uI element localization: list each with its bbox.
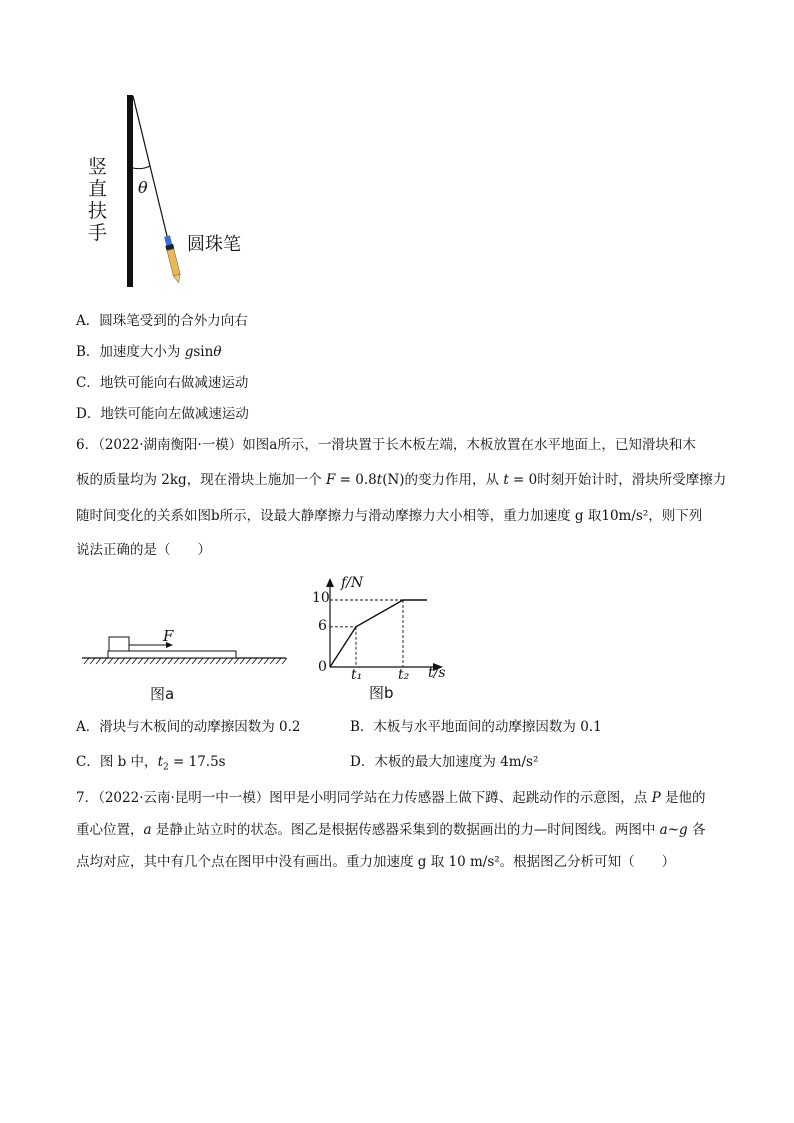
ground-hatch-mark <box>114 658 119 664</box>
q5-option-b-theta: θ <box>213 344 222 360</box>
q6-option-a: A．滑块与木板间的动摩擦因数为 0.2 <box>76 719 301 735</box>
q5-option-b-sin: sin <box>193 344 214 360</box>
ground-hatch-mark <box>240 658 245 664</box>
q5-option-a: A．圆珠笔受到的合外力向右 <box>76 313 248 329</box>
ground-hatch-mark <box>144 658 149 664</box>
slider-block <box>109 637 129 651</box>
q7-stem-line2 <box>76 820 705 840</box>
q5-option-b-g: g <box>184 344 194 360</box>
ground-hatch-mark <box>84 658 89 664</box>
pen <box>163 235 182 284</box>
q6-text: 板的质量均为 2kg，现在滑块上施加一个 <box>76 472 326 488</box>
ground-hatch-mark <box>276 658 281 664</box>
y-tick-10: 10 <box>312 590 330 606</box>
q6-option-c-text: C．图 b 中， <box>76 754 158 770</box>
ground-hatch-mark <box>180 658 185 664</box>
ground-hatch-mark <box>108 658 113 664</box>
ground-hatch-mark <box>198 658 203 664</box>
x-tick-t2: t₂ <box>398 667 410 683</box>
pen-label: 圆珠笔 <box>187 234 241 255</box>
ground-hatch-mark <box>186 658 191 664</box>
q5-option-b-text: B．加速度大小为 <box>76 344 185 360</box>
ground-hatch-mark <box>246 658 251 664</box>
force-label: F <box>163 627 174 645</box>
ground-hatch-mark <box>120 658 125 664</box>
q6-t: t <box>503 472 509 488</box>
ground-hatch-mark <box>126 658 131 664</box>
q7-a: a <box>143 822 152 838</box>
q5-option-b <box>76 342 221 362</box>
ground-hatch-mark <box>234 658 239 664</box>
q7-text: 重心位置， <box>76 822 144 838</box>
q7-stem-line1 <box>76 788 705 808</box>
ground-hatch <box>84 658 287 664</box>
ground-hatch-mark <box>168 658 173 664</box>
q6-option-d: D．木板的最大加速度为 4m/s² <box>350 754 539 770</box>
x-tick-t1: t₁ <box>351 667 363 683</box>
q7-text: 各 <box>687 822 706 838</box>
q6-F: F <box>326 472 336 488</box>
q5-option-c: C．地铁可能向右做减速运动 <box>76 375 249 391</box>
q6-text: (N)的变力作用，从 <box>382 472 504 488</box>
pen-figure <box>80 90 280 290</box>
ground-hatch-mark <box>210 658 215 664</box>
q5-option-d: D．地铁可能向左做减速运动 <box>76 406 249 422</box>
q7-stem-line3: 点均对应，其中有几个点在图甲中没有画出。重力加速度 g 取 10 m/s²。根据图乙分析可知（ ） <box>76 854 676 870</box>
q7-text: 7．（2022·云南·昆明一中一模）图甲是小明同学站在力传感器上做下蹲、起跳动作的示意图，点 <box>76 790 652 806</box>
q6-option-c <box>76 752 226 778</box>
figure-b-caption: 图b <box>369 684 394 702</box>
ground-hatch-mark <box>270 658 275 664</box>
ground-hatch-mark <box>132 658 137 664</box>
ground-hatch-mark <box>252 658 257 664</box>
handrail-label-char: 扶 <box>88 200 108 222</box>
ground-hatch-mark <box>258 658 263 664</box>
q6-stem-line3: 随时间变化的关系如图b所示，设最大静摩擦力与滑动摩擦力大小相等，重力加速度 g 取10m/s²，则下列 <box>76 508 703 524</box>
ground-hatch-mark <box>162 658 167 664</box>
vertical-handrail <box>127 95 133 287</box>
angle-symbol: θ <box>138 178 148 197</box>
y-axis-label-text: f/N <box>341 575 364 591</box>
ground-hatch-mark <box>264 658 269 664</box>
ground-hatch-mark <box>174 658 179 664</box>
q6-stem-line2 <box>76 470 726 490</box>
q7-text: 是静止站立时的状态。图乙是根据传感器采集到的数据画出的力—时间图线。两图中 <box>151 822 660 838</box>
ground-hatch-mark <box>156 658 161 664</box>
figure-a <box>76 620 296 670</box>
y-tick-6: 6 <box>318 618 327 634</box>
q6-option-c-sub: 2 <box>163 762 169 773</box>
ground-hatch-mark <box>150 658 155 664</box>
friction-series-line <box>330 600 427 667</box>
ground-hatch-mark <box>138 658 143 664</box>
q6-stem-line1: 6．（2022·湖南衡阳·一模）如图a所示，一滑块置于长木板左端，木板放置在水平地面上，已知滑块和木 <box>76 437 696 453</box>
q6-option-c-value: = 17.5s <box>168 754 226 770</box>
ground-hatch-mark <box>204 658 209 664</box>
q7-ag: a~g <box>659 822 688 838</box>
string <box>133 96 168 240</box>
board <box>108 651 236 658</box>
q6-stem-line4: 说法正确的是（ ） <box>76 542 211 558</box>
q6-option-b: B．木板与水平地面间的动摩擦因数为 0.1 <box>350 719 602 735</box>
y-axis-arrow <box>326 578 334 587</box>
angle-arc <box>133 166 150 169</box>
q7-P: P <box>651 790 661 806</box>
origin-label: 0 <box>318 659 327 675</box>
y-axis-label <box>341 575 363 591</box>
handrail-label-char: 竖 <box>88 156 108 178</box>
x-axis-label: t/s <box>428 665 446 681</box>
ground-hatch-mark <box>90 658 95 664</box>
q6-text: = 0.8 <box>335 472 377 488</box>
ground-hatch-mark <box>228 658 233 664</box>
ground-hatch-mark <box>96 658 101 664</box>
pen-diagram <box>80 90 280 290</box>
ground-hatch-mark <box>222 658 227 664</box>
ground-hatch-mark <box>282 658 287 664</box>
q7-text: 是他的 <box>660 790 706 806</box>
ground-hatch-mark <box>102 658 107 664</box>
ground-hatch-mark <box>192 658 197 664</box>
figure-a-caption: 图a <box>150 685 175 703</box>
q6-option-c-t: t <box>157 754 163 770</box>
handrail-label-char: 手 <box>88 222 108 244</box>
ground-hatch-mark <box>216 658 221 664</box>
handrail-label-char: 直 <box>88 178 108 200</box>
q6-text: = 0时刻开始计时，滑块所受摩擦力 <box>508 472 727 488</box>
q6-t: t <box>376 472 383 488</box>
